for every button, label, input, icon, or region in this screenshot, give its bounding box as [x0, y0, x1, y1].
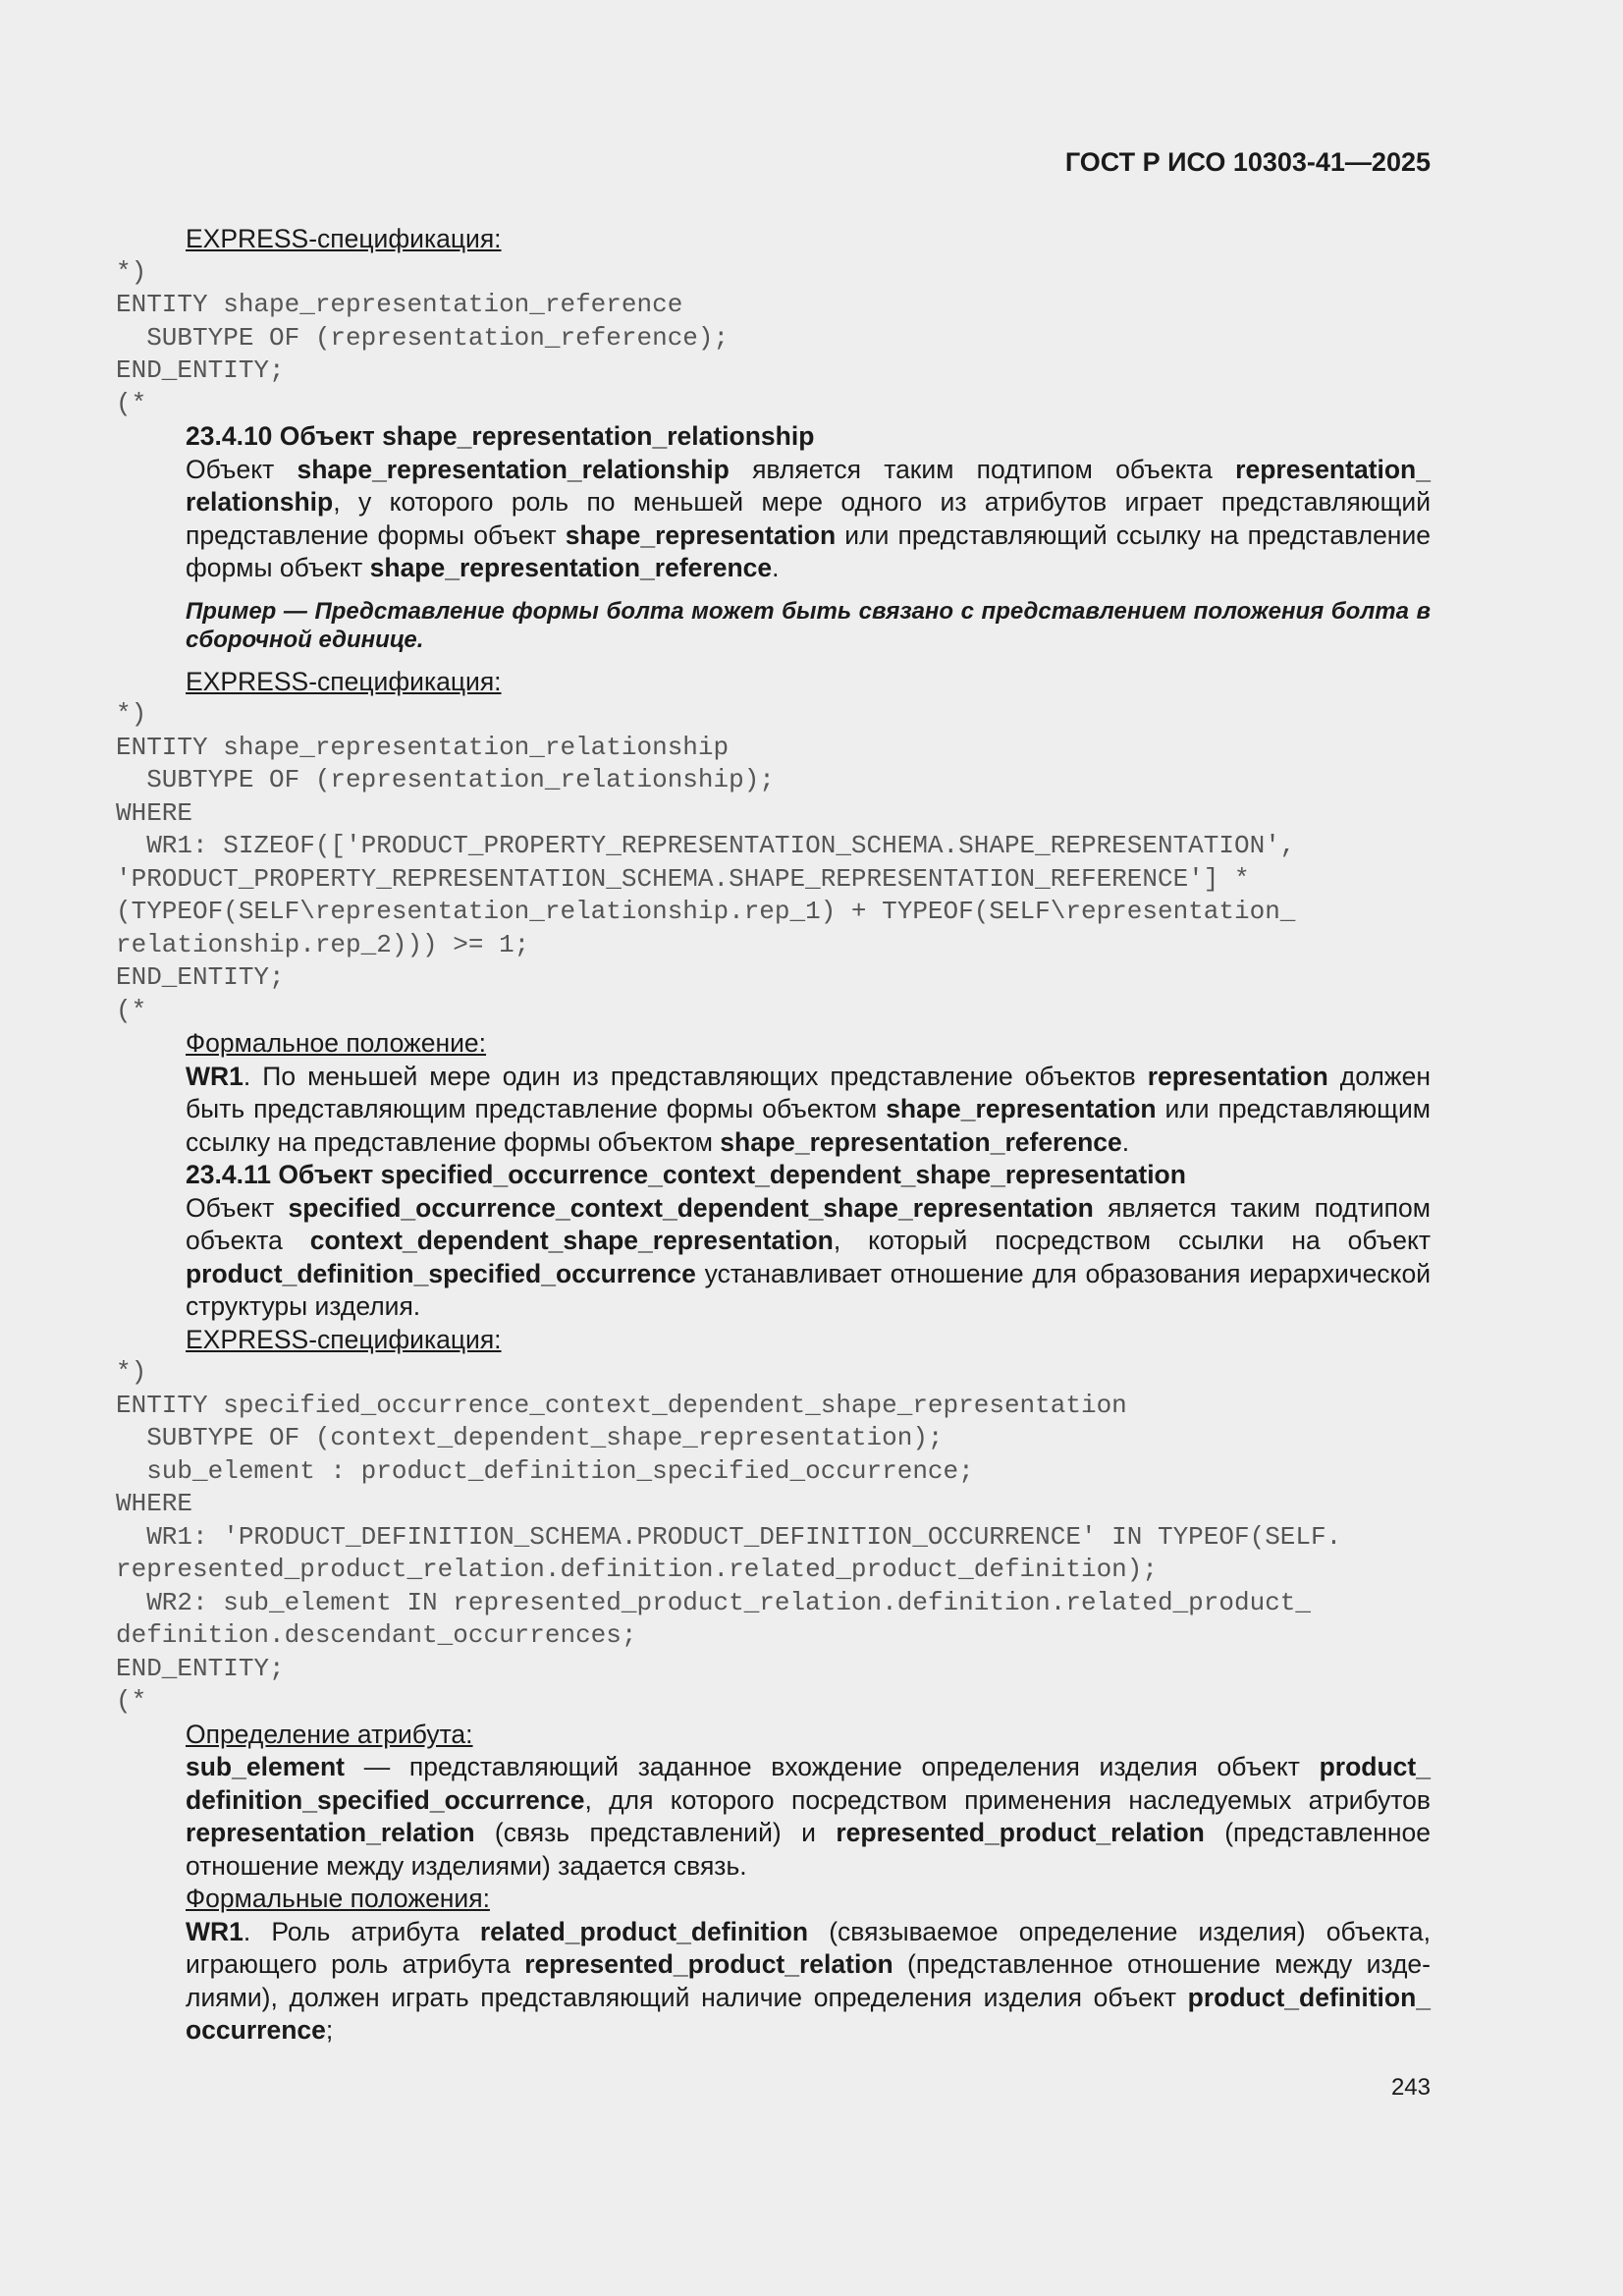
- text-run: . По меньшей мере один из представляющих представление объектов: [243, 1061, 1148, 1091]
- term: WR1: [186, 1061, 243, 1091]
- text-run: должен быть представляющим представление формы объектом: [186, 1061, 1431, 1123]
- formal-label: Формальные положения:: [186, 1884, 490, 1913]
- paragraph: [116, 1751, 1431, 1883]
- document-header: ГОСТ Р ИСО 10303-41—2025: [1064, 147, 1431, 177]
- example-note: Пример — Представление формы болта может быть связано с представлением положения болта в сборочной единице.: [186, 597, 1431, 653]
- paragraph: [116, 1916, 1431, 2048]
- text-run: или представляющий ссылку на представление формы объект: [186, 519, 1431, 582]
- paragraph: [116, 1192, 1431, 1324]
- term: product_definition_ occurrence: [186, 1982, 1431, 2045]
- code-block: *) ENTITY specified_occurrence_context_dependent_shape_representation SUBTYPE OF (context_dependent_shape_representation); sub_element : product_definition_specified_occurrence; WHERE WR1: 'PRODUCT_DEFINITION_SCHEMA.PRODUCT_DEFINITION_OCCURRENCE' IN TYPEOF(SELF. represented_product_relation.definition.related_product_definition); WR2: sub_element IN represented_product_relation.definition.related_product_ definition.descendant_occurrences; END_ENTITY; (*: [116, 1357, 1342, 1716]
- text-run: Объект: [186, 1192, 289, 1223]
- term: shape_representation_relationship: [297, 454, 730, 484]
- text-run: (представленное отношение между изделиями), должен играть представляющий наличие определения изделия объект: [186, 1949, 1431, 2012]
- term: related_product_definition: [479, 1916, 809, 1946]
- text-run: является таким подтипом объекта: [729, 454, 1236, 484]
- text-run: .: [772, 553, 780, 582]
- term: specified_occurrence_context_dependent_shape_representation: [288, 1192, 1094, 1223]
- text-run: , который посредством ссылки на объект: [833, 1226, 1431, 1255]
- text-run: устанавливает отношение для образования иерархической структуры изделия.: [186, 1258, 1431, 1321]
- paragraph: [116, 1061, 1431, 1160]
- text-run: (связь представлений) и: [474, 1818, 837, 1847]
- page-content: [116, 223, 1431, 2048]
- text-run: — представляющий заданное вхождение определения изделия объект: [345, 1752, 1320, 1781]
- text-run: или представляющим ссылку на представление формы объектом: [186, 1094, 1431, 1157]
- code-block: *) ENTITY shape_representation_reference SUBTYPE OF (representation_reference); END_ENTITY; (*: [116, 256, 730, 418]
- express-spec-label: EXPRESS-спецификация:: [186, 666, 502, 696]
- term: shape_representation_reference: [720, 1126, 1122, 1157]
- text-run: Объект: [186, 454, 298, 484]
- term: representation: [1147, 1061, 1328, 1091]
- term: shape_representation: [886, 1094, 1157, 1123]
- text-run: .: [1121, 1126, 1130, 1157]
- formal-label: Формальное положение:: [186, 1028, 487, 1058]
- term: product_definition_specified_occurrence: [186, 1258, 696, 1288]
- page-number: 243: [1390, 2074, 1431, 2101]
- express-spec-label: EXPRESS-спецификация:: [186, 224, 502, 253]
- code-block: *) ENTITY shape_representation_relationship SUBTYPE OF (representation_relationship); WHERE WR1: SIZEOF(['PRODUCT_PROPERTY_REPRESENTATION_SCHEMA.SHAPE_REPRESENTATION', 'PRODUCT_PROPERTY_REPRESENTATION_SCHEMA.SHAPE_REPRESENTATION_REFERENCE'] * (TYPEOF(SELF\representation_relationship.rep_1) + TYPEOF(SELF\representation_ relationship.rep_2))) >= 1; END_ENTITY; (*: [116, 699, 1296, 1025]
- term: represented_product_relation: [836, 1818, 1205, 1847]
- text-run: , для которого посредством применения наследуемых атрибутов: [584, 1784, 1431, 1815]
- term: represented_product_relation: [524, 1949, 893, 1979]
- term: shape_representation: [565, 519, 837, 550]
- section-heading: 23.4.11 Объект specified_occurrence_context_dependent_shape_representation: [186, 1160, 1186, 1189]
- text-run: , у которого роль по меньшей мере одного из атрибутов играет представляющий представление формы объект: [186, 487, 1431, 550]
- text-run: является таким подтипом объекта: [186, 1192, 1431, 1255]
- term: product_ definition_specified_occurrence: [186, 1752, 1431, 1815]
- term: sub_element: [186, 1752, 346, 1781]
- express-spec-label: EXPRESS-спецификация:: [186, 1324, 502, 1354]
- text-run: . Роль атрибута: [243, 1916, 480, 1946]
- term: WR1: [186, 1916, 243, 1946]
- term: representation_relation: [186, 1818, 475, 1847]
- term: shape_representation_reference: [369, 553, 773, 582]
- attribute-label: Определение атрибута:: [186, 1719, 473, 1749]
- term: context_dependent_shape_representation: [309, 1226, 834, 1255]
- term: representation_ relationship: [186, 454, 1431, 517]
- paragraph: [116, 454, 1431, 585]
- text-run: (представленное отношение между изделиями) задается связь.: [186, 1818, 1432, 1881]
- text-run: ;: [325, 2015, 334, 2045]
- section-heading: 23.4.10 Объект shape_representation_relationship: [186, 421, 815, 451]
- text-run: (связываемое определение изделия) объекта, играющего роль атрибута: [186, 1916, 1431, 1979]
